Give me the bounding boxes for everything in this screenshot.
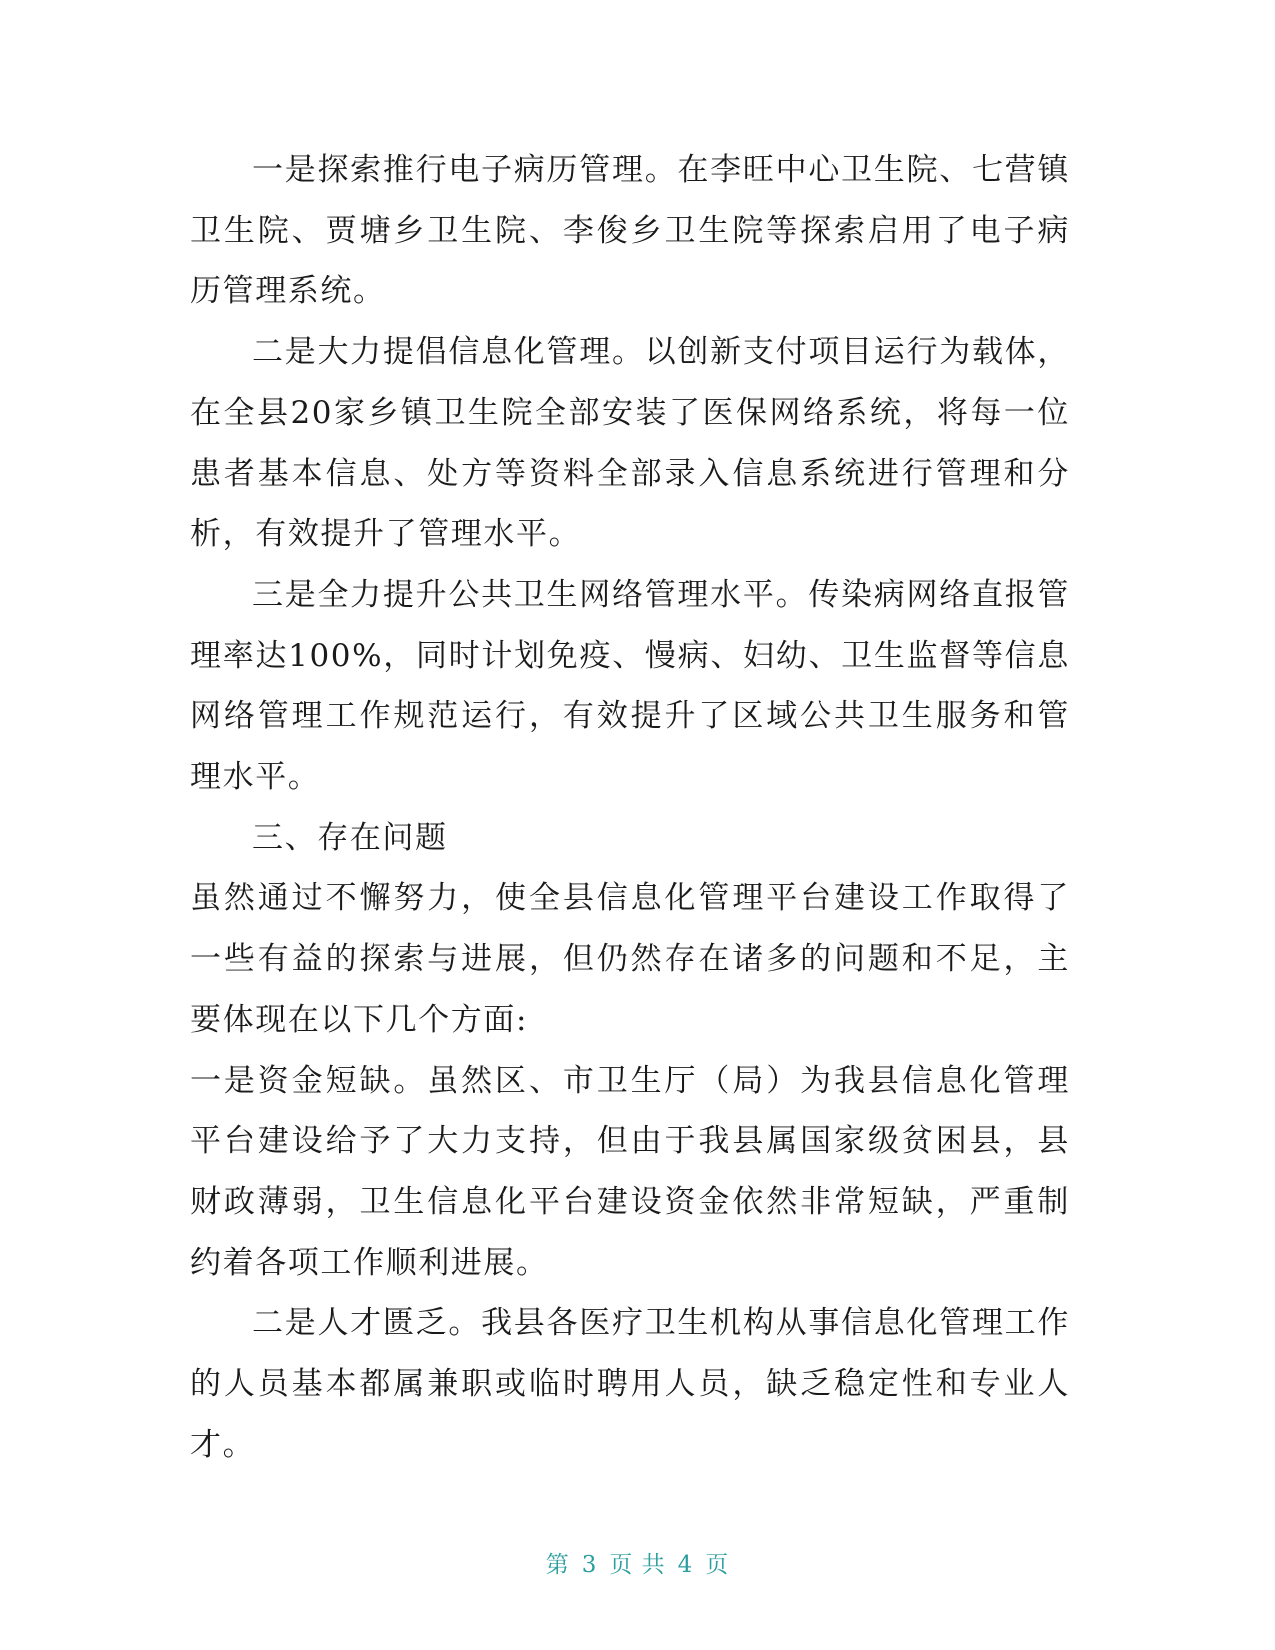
paragraph-funding: 一是资金短缺。虽然区、市卫生厅（局）为我县信息化管理平台建设给予了大力支持，但由于我县属国家级贫困县，县财政薄弱，卫生信息化平台建设资金依然非常短缺，严重制约着各项工作顺利进展。	[190, 1062, 1070, 1281]
body-text	[190, 140, 1070, 1475]
paragraph-informatization: 二是大力提倡信息化管理。以创新支付项目运行为载体，在全县20家乡镇卫生院全部安装了医保网络系统，将每一位患者基本信息、处方等资料全部录入信息系统进行管理和分析，有效提升了管理水平。	[190, 334, 1070, 553]
section-heading-problems: 三、存在问题	[252, 819, 448, 856]
paragraph-problems-intro: 虽然通过不懈努力，使全县信息化管理平台建设工作取得了一些有益的探索与进展，但仍然存在诸多的问题和不足，主要体现在以下几个方面:	[190, 880, 1070, 1038]
footer-total-pages: 4	[677, 1552, 694, 1578]
footer-middle: 页 共	[609, 1552, 666, 1578]
footer-suffix: 页	[705, 1552, 730, 1578]
paragraph-talent: 二是人才匮乏。我县各医疗卫生机构从事信息化管理工作的人员基本都属兼职或临时聘用人员，缺乏稳定性和专业人才。	[190, 1305, 1070, 1463]
page-number-footer	[0, 1546, 1275, 1579]
footer-prefix: 第	[545, 1552, 570, 1578]
paragraph-public-health: 三是全力提升公共卫生网络管理水平。传染病网络直报管理率达100%，同时计划免疫、慢病、妇幼、卫生监督等信息网络管理工作规范运行，有效提升了区域公共卫生服务和管理水平。	[190, 576, 1070, 796]
paragraph-emr: 一是探索推行电子病历管理。在李旺中心卫生院、七营镇卫生院、贾塘乡卫生院、李俊乡卫生院等探索启用了电子病历管理系统。	[190, 152, 1070, 310]
footer-current-page: 3	[581, 1552, 598, 1578]
